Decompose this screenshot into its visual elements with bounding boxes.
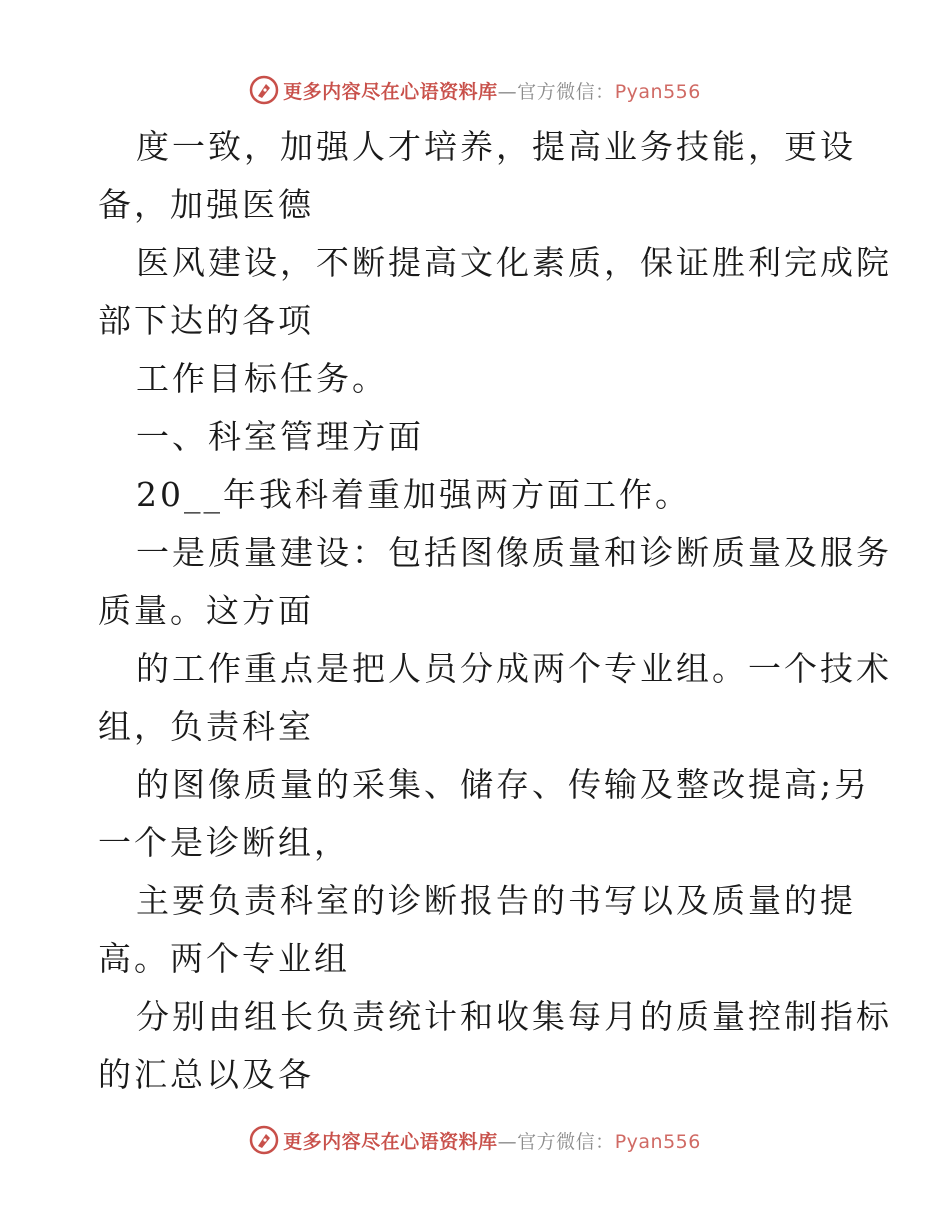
text-line: 主要负责科室的诊断报告的书写以及质量的提: [136, 881, 856, 920]
pen-nib-logo-icon: [249, 1125, 279, 1155]
banner-wechat-label: 官方微信：: [517, 1130, 615, 1153]
text-line: 组，负责科室: [98, 707, 314, 746]
pen-nib-logo-icon: [249, 75, 279, 105]
text-line: 工作目标任务。: [136, 359, 388, 398]
banner-wechat-label: 官方微信：: [517, 80, 615, 103]
text-line: 部下达的各项: [98, 301, 314, 340]
text-line: 备，加强医德: [98, 185, 314, 224]
text-line: 高。两个专业组: [98, 939, 350, 978]
section-heading: 一、科室管理方面: [136, 417, 424, 456]
text-line: 的图像质量的采集、储存、传输及整改提高;另: [136, 765, 871, 804]
banner-dash: —: [497, 80, 518, 103]
banner-text: [283, 1127, 701, 1154]
text-line: 分别由组长负责统计和收集每月的质量控制指标: [136, 997, 892, 1036]
text-line: 质量。这方面: [98, 591, 314, 630]
banner-dash: —: [497, 1130, 518, 1153]
text-line: 的工作重点是把人员分成两个专业组。一个技术: [136, 649, 892, 688]
document-body: [98, 118, 892, 1104]
header-banner: [0, 70, 950, 110]
footer-banner: [0, 1120, 950, 1160]
banner-main-text: 更多内容尽在心语资料库: [283, 80, 498, 103]
banner-wechat-id: Pyan556: [614, 80, 701, 103]
banner-text: [283, 77, 701, 104]
text-line: 的汇总以及各: [98, 1055, 314, 1094]
banner-main-text: 更多内容尽在心语资料库: [283, 1130, 498, 1153]
banner-wechat-id: Pyan556: [614, 1130, 701, 1153]
text-line: 医风建设，不断提高文化素质，保证胜利完成院: [136, 243, 892, 282]
text-line: 一是质量建设：包括图像质量和诊断质量及服务: [136, 533, 892, 572]
text-line: 度一致，加强人才培养，提高业务技能，更设: [136, 127, 856, 166]
text-line: 一个是诊断组，: [98, 823, 350, 862]
text-line: 20__年我科着重加强两方面工作。: [136, 475, 691, 514]
